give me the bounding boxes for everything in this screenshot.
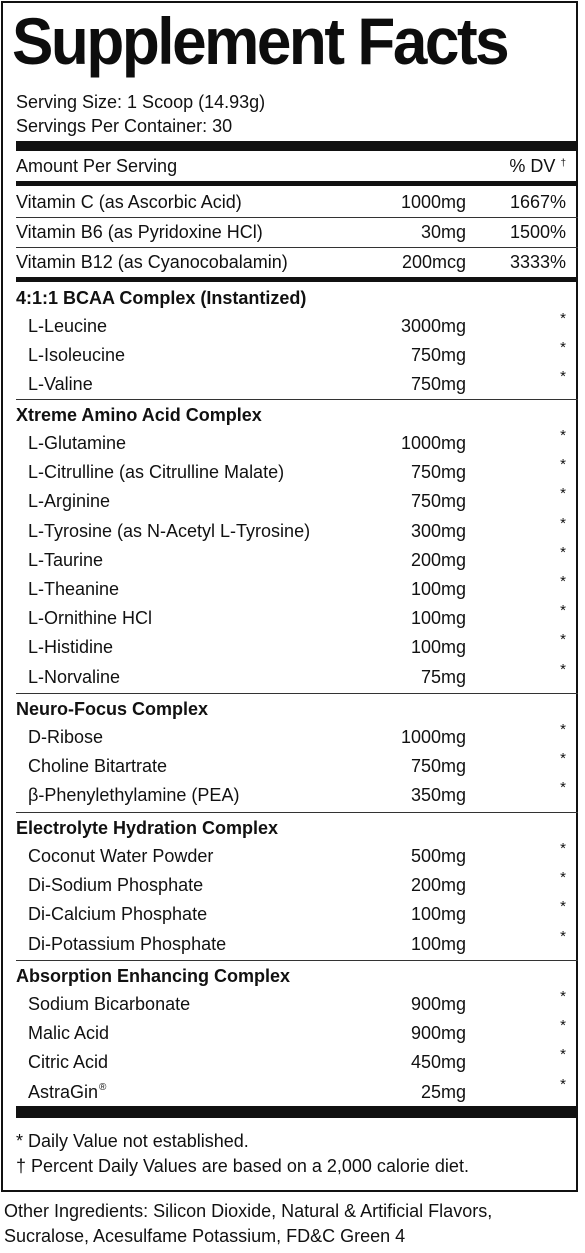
- nutrient-amount: 750mg: [410, 374, 466, 394]
- nutrient-row: [16, 248, 566, 276]
- nutrient-name: Vitamin C (as Ascorbic Acid): [16, 192, 242, 212]
- group-header: [16, 962, 566, 990]
- nutrient-amount: 750mg: [410, 462, 466, 482]
- section-divider: [16, 277, 578, 282]
- nutrient-amount: 30mg: [420, 222, 466, 242]
- row-divider: [16, 960, 578, 961]
- nutrient-amount: 100mg: [410, 579, 466, 599]
- nutrient-daily-value: *: [560, 602, 566, 619]
- nutrient-daily-value: 3333%: [509, 252, 566, 272]
- nutrient-daily-value: *: [560, 544, 566, 561]
- nutrient-name: Di-Potassium Phosphate: [28, 934, 227, 954]
- nutrient-daily-value: *: [560, 869, 566, 886]
- nutrient-amount: 1000mg: [400, 727, 466, 747]
- nutrient-daily-value: *: [560, 515, 566, 532]
- nutrient-daily-value: 1500%: [509, 222, 566, 242]
- dv-label: % DV: [509, 156, 556, 176]
- nutrient-row: [16, 458, 566, 486]
- nutrient-row: [16, 752, 566, 780]
- medium-divider: [16, 181, 578, 186]
- nutrient-row: [16, 370, 566, 398]
- group-title: Neuro-Focus Complex: [16, 699, 209, 719]
- nutrient-name: Di-Sodium Phosphate: [28, 875, 204, 895]
- nutrient-row: [16, 188, 566, 216]
- nutrient-row: [16, 1048, 566, 1076]
- footnote-dv-not-established: * Daily Value not established.: [16, 1131, 249, 1151]
- nutrient-row: [16, 663, 566, 691]
- nutrient-amount: 1000mg: [400, 192, 466, 212]
- serving-size: Serving Size: 1 Scoop (14.93g): [16, 92, 266, 112]
- daily-value-header: [509, 152, 566, 180]
- nutrient-row: [16, 842, 566, 870]
- nutrient-name: Sodium Bicarbonate: [28, 994, 191, 1014]
- nutrient-row: [16, 517, 566, 545]
- servings-per-container: Servings Per Container: 30: [16, 116, 233, 136]
- nutrient-name: Choline Bitartrate: [28, 756, 168, 776]
- nutrient-daily-value: *: [560, 840, 566, 857]
- nutrient-daily-value: *: [560, 898, 566, 915]
- nutrient-daily-value: *: [560, 427, 566, 444]
- nutrient-name: L-Glutamine: [28, 433, 127, 453]
- nutrient-row: [16, 723, 566, 751]
- nutrient-daily-value: *: [560, 573, 566, 590]
- group-title: Electrolyte Hydration Complex: [16, 818, 279, 838]
- nutrient-row: [16, 871, 566, 899]
- row-divider: [16, 812, 578, 813]
- nutrient-row: [16, 900, 566, 928]
- nutrient-name: Vitamin B6 (as Pyridoxine HCl): [16, 222, 263, 242]
- nutrient-amount: 900mg: [410, 1023, 466, 1043]
- nutrient-row: [16, 633, 566, 661]
- nutrient-amount: 500mg: [410, 846, 466, 866]
- nutrient-daily-value: *: [560, 631, 566, 648]
- nutrient-amount: 100mg: [410, 608, 466, 628]
- nutrient-daily-value: *: [560, 368, 566, 385]
- nutrient-name: AstraGin: [28, 1082, 99, 1102]
- nutrient-name: L-Arginine: [28, 491, 111, 511]
- row-divider: [16, 693, 578, 694]
- nutrient-name: Citric Acid: [28, 1052, 109, 1072]
- nutrient-daily-value: *: [560, 779, 566, 796]
- nutrient-amount: 750mg: [410, 345, 466, 365]
- nutrient-name: β-Phenylethylamine (PEA): [28, 785, 240, 805]
- nutrient-row: [16, 341, 566, 369]
- nutrient-amount: 100mg: [410, 637, 466, 657]
- nutrient-name: L-Ornithine HCl: [28, 608, 153, 628]
- nutrient-daily-value: *: [560, 750, 566, 767]
- nutrient-amount: 750mg: [410, 756, 466, 776]
- nutrient-amount: 100mg: [410, 934, 466, 954]
- footnote-percent-dv: † Percent Daily Values are based on a 2,000 calorie diet.: [16, 1156, 469, 1176]
- nutrient-row: [16, 604, 566, 632]
- bottom-thick-divider: [16, 1106, 578, 1118]
- nutrient-name: Di-Calcium Phosphate: [28, 904, 208, 924]
- row-divider: [16, 399, 578, 400]
- group-title: Xtreme Amino Acid Complex: [16, 405, 262, 425]
- nutrient-daily-value: *: [560, 988, 566, 1005]
- nutrient-name: L-Leucine: [28, 316, 108, 336]
- group-header: [16, 401, 566, 429]
- nutrient-amount: 100mg: [410, 904, 466, 924]
- nutrient-row: [16, 312, 566, 340]
- group-header: [16, 284, 566, 312]
- thick-divider: [16, 141, 578, 151]
- nutrient-amount: 300mg: [410, 521, 466, 541]
- nutrient-amount: 200mg: [410, 875, 466, 895]
- nutrient-name: Vitamin B12 (as Cyanocobalamin): [16, 252, 288, 272]
- nutrient-daily-value: *: [560, 310, 566, 327]
- nutrient-name: L-Norvaline: [28, 667, 121, 687]
- nutrient-amount: 900mg: [410, 994, 466, 1014]
- dv-dagger: †: [560, 158, 566, 169]
- nutrient-row: [16, 930, 566, 958]
- nutrient-amount: 750mg: [410, 491, 466, 511]
- nutrient-row: [16, 487, 566, 515]
- nutrient-daily-value: *: [560, 485, 566, 502]
- amount-per-serving-label: Amount Per Serving: [16, 156, 178, 176]
- nutrient-name: Coconut Water Powder: [28, 846, 214, 866]
- nutrient-row: [16, 546, 566, 574]
- nutrient-row: [16, 575, 566, 603]
- nutrient-amount: 450mg: [410, 1052, 466, 1072]
- nutrient-amount: 1000mg: [400, 433, 466, 453]
- nutrient-amount: 350mg: [410, 785, 466, 805]
- nutrient-daily-value: *: [560, 339, 566, 356]
- nutrient-amount: 75mg: [420, 667, 466, 687]
- nutrient-name: L-Theanine: [28, 579, 120, 599]
- nutrient-daily-value: *: [560, 1017, 566, 1034]
- nutrient-daily-value: *: [560, 661, 566, 678]
- group-title: Absorption Enhancing Complex: [16, 966, 291, 986]
- group-header: [16, 695, 566, 723]
- nutrient-row: [16, 781, 566, 809]
- nutrient-amount: 3000mg: [400, 316, 466, 336]
- nutrient-daily-value: *: [560, 456, 566, 473]
- nutrient-name: D-Ribose: [28, 727, 104, 747]
- nutrient-name: Malic Acid: [28, 1023, 110, 1043]
- group-header: [16, 814, 566, 842]
- group-title: 4:1:1 BCAA Complex (Instantized): [16, 288, 307, 308]
- other-ingredients: Other Ingredients: Silicon Dioxide, Natural & Artificial Flavors, Sucralose, Acesulfame Potassium, FD&C Green 4: [4, 1201, 493, 1246]
- registered-mark: ®: [99, 1082, 107, 1093]
- nutrient-row: [16, 429, 566, 457]
- amount-per-serving-header: [16, 152, 566, 180]
- nutrient-name: L-Histidine: [28, 637, 114, 657]
- nutrient-name: L-Valine: [28, 374, 93, 394]
- nutrient-daily-value: *: [560, 928, 566, 945]
- nutrient-row: [16, 218, 566, 246]
- nutrient-amount: 200mcg: [401, 252, 466, 272]
- nutrient-amount: 25mg: [420, 1082, 466, 1102]
- nutrient-row: [16, 1019, 566, 1047]
- nutrient-name: L-Citrulline (as Citrulline Malate): [28, 462, 285, 482]
- nutrient-daily-value: *: [560, 1076, 566, 1093]
- nutrient-daily-value: *: [560, 721, 566, 738]
- nutrient-row: [16, 1078, 566, 1106]
- nutrient-name: L-Taurine: [28, 550, 104, 570]
- nutrient-name: L-Tyrosine (as N-Acetyl L-Tyrosine): [28, 521, 311, 541]
- panel-title: Supplement Facts: [12, 4, 508, 78]
- nutrient-amount: 200mg: [410, 550, 466, 570]
- nutrient-name: L-Isoleucine: [28, 345, 126, 365]
- nutrient-row: [16, 990, 566, 1018]
- nutrient-daily-value: 1667%: [509, 192, 566, 212]
- nutrient-daily-value: *: [560, 1046, 566, 1063]
